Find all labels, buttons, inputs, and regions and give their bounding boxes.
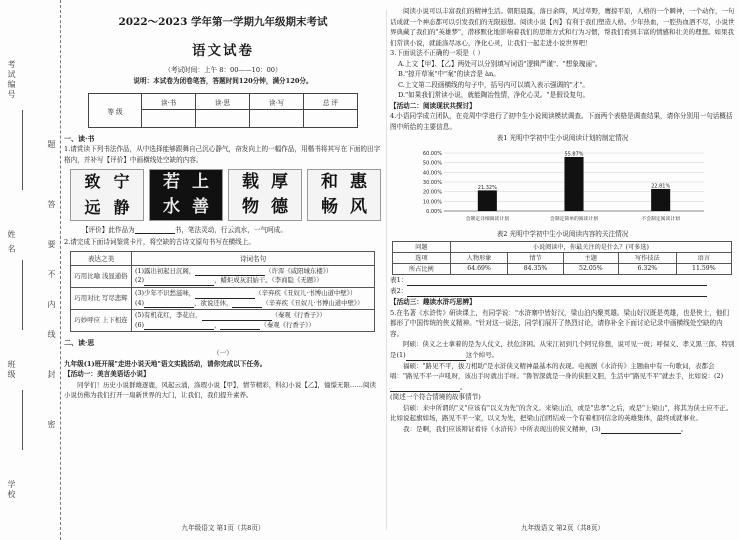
page-divider bbox=[386, 10, 387, 530]
calligraphy-char: 远 bbox=[84, 197, 101, 217]
bar bbox=[651, 189, 670, 211]
calligraphy-row bbox=[70, 169, 382, 221]
seal-char: 题 bbox=[47, 140, 56, 148]
school-label: 学校 bbox=[7, 480, 16, 500]
survey-cell: 6.32% bbox=[618, 263, 676, 274]
poem-line: (2) bbox=[135, 276, 145, 285]
exam-no-label: 考试编号 bbox=[7, 60, 16, 100]
calligraphy-char: 和 bbox=[321, 171, 338, 192]
calligraphy-work-4 bbox=[307, 169, 381, 221]
score-table bbox=[88, 93, 358, 128]
poem-card-table bbox=[70, 251, 375, 333]
exam-year-title: 2022～2023 学年第一学期九年级期末考试 bbox=[118, 16, 328, 28]
calligraphy-char: 惠 bbox=[350, 171, 367, 192]
poem-blank-5[interactable] bbox=[202, 313, 272, 321]
right-page bbox=[390, 0, 735, 540]
survey-cell: 主题 bbox=[563, 252, 618, 263]
calligraphy-char: 宁 bbox=[113, 172, 130, 192]
score-header-reading: 读·书 bbox=[142, 94, 196, 110]
poem-source: （许浑《咸阳城东楼》） bbox=[265, 266, 333, 275]
y-tick-label: 20.00% bbox=[422, 189, 442, 196]
poem-row-label: 巧妙呼应 上下相连 bbox=[71, 310, 132, 332]
score-header-grade: 等 级 bbox=[89, 94, 142, 128]
discussion-text: 这个绰号。 bbox=[465, 350, 499, 359]
chart-caption-1: 表1 光明中学初中生小说阅读计划的制定情况 bbox=[496, 134, 629, 143]
score-cell[interactable] bbox=[142, 110, 196, 128]
bar-value-label: 22.81% bbox=[651, 183, 671, 190]
category-label: 不会制定阅读计划 bbox=[641, 216, 680, 222]
calligraphy-char: 畅 bbox=[321, 197, 338, 218]
poem-col-lines: 诗词名句 bbox=[132, 251, 375, 265]
exam-time: （考试时间：上午 8：00——10：00） bbox=[164, 66, 282, 74]
score-cell[interactable] bbox=[196, 110, 250, 128]
poem-row-lines bbox=[132, 265, 375, 287]
name-label: 姓 名 bbox=[7, 230, 16, 255]
bar bbox=[478, 190, 497, 211]
activity-1-paragraph: 同学们！历史小说群雄逐鹿，风起云涌，涤瑕小说【甲】，情节精彩，科幻小说【乙】，憧憬无限……阅读小说仿佛为我们打开一扇新世界的大门，让我们，我们提升素养。 bbox=[64, 380, 376, 400]
seal-char: 密 bbox=[47, 420, 56, 428]
chart-caption-2: 表2 光明中学初中生小说阅读内容的关注情况 bbox=[496, 229, 629, 238]
seal-char: 答 bbox=[47, 200, 56, 208]
y-tick-label: 30.00% bbox=[422, 179, 442, 186]
right-page-footer: 九年级语文 第2页（共8页） bbox=[520, 524, 605, 532]
activity-2-heading: 【活动二：阅读现状共探讨】 bbox=[390, 101, 476, 110]
table2-answer-blank[interactable] bbox=[407, 289, 707, 297]
subject-title: 语文试卷 bbox=[192, 43, 254, 59]
survey-cell: 84.35% bbox=[508, 263, 563, 274]
poem-line: ， bbox=[214, 320, 221, 329]
poem-row-label: 巧用对比 写尽悲辉 bbox=[71, 287, 132, 309]
left-page-footer: 九年级语文 第1页（共8页） bbox=[181, 524, 265, 532]
calligraphy-work-2 bbox=[149, 169, 223, 221]
poem-col-beauty: 表达之美 bbox=[71, 251, 132, 265]
bar-value-label: 55.87% bbox=[564, 151, 584, 158]
category-label: 会制定详细阅读计划 bbox=[465, 216, 509, 222]
poem-line: (1)露出初起日沉阁， bbox=[135, 266, 196, 275]
score-header-total: 总 评 bbox=[304, 94, 358, 110]
seal-char: 封 bbox=[47, 370, 56, 378]
table2-label: 表2： bbox=[390, 287, 408, 296]
survey-cell: 语言 bbox=[676, 252, 731, 263]
y-tick-label: 60.00% bbox=[422, 150, 442, 157]
poem-line: (5)有机花红，李花白， bbox=[135, 311, 202, 320]
score-cell[interactable] bbox=[304, 110, 358, 128]
reading-plan-bar-chart bbox=[410, 147, 710, 225]
poem-blank-4b[interactable] bbox=[232, 300, 262, 308]
seal-char: 线 bbox=[47, 330, 56, 338]
activity-1-heading: 【活动一：美言美语话小说】 bbox=[64, 370, 150, 379]
category-label: 会制定简单的阅读计划 bbox=[550, 216, 598, 222]
question-4: 4.小语同学成立团队，在竞周中学进行了初中生小说阅读模状调查。下面两个表格是调查结果，请你分别用一句话概括图中所给的主要信息。 bbox=[390, 112, 733, 131]
discussion-text: 福硕："路见不平，拔刀相助"是水浒侠义精神最基本的表现。电视剧《水浒传》主题曲中有一句歌词，表都会唱："路见不平一声吼呀，该出手时就出手呀。"鲁智深就是一身的侠胆义胆，生活中"路见不平"就去手，比如说：(2) bbox=[390, 361, 724, 381]
score-header-writing: 读·写 bbox=[250, 94, 304, 110]
calligraphy-char: 厚 bbox=[271, 171, 288, 192]
poem-line: ，蜡炬成灰泪始干。（李商隐《无题》） bbox=[214, 276, 323, 285]
poem-blank-2[interactable] bbox=[144, 278, 214, 286]
discussion-text: 。 bbox=[460, 382, 467, 391]
q3-option-d: D."如果我们常读小说，就能陶冶性情，净化心灵。"是假设复句。 bbox=[398, 91, 590, 100]
discussion-xin: 信硕：来中所谓的"义"应该有"以义为先"的含义。来梁山泊，或是"忠孝"之后，或是"上梁山"，将其为侠士应不正。比如说起旗如场，路见不平一家，以义为先，把梁山泊团结成一个有着相同信念的英雄集体，最终成就事业。 bbox=[390, 403, 733, 423]
seal-char: 要 bbox=[47, 240, 56, 248]
poem-row-lines bbox=[132, 310, 375, 332]
answer-blank-3[interactable] bbox=[601, 426, 681, 434]
calligraphy-char: 德 bbox=[271, 197, 288, 218]
y-tick-label: 0.00% bbox=[426, 208, 442, 215]
survey-cell: 情节 bbox=[508, 252, 563, 263]
poem-blank-6b[interactable] bbox=[220, 322, 260, 330]
calligraphy-char: 载 bbox=[242, 171, 259, 192]
exam-no-line bbox=[22, 110, 23, 190]
discussion-text: 阿硕：侠义之士拿着的是为人仗义，扶危济困。从宋江初到几个阿兄你想，说可见一斑；呼保义、孝义黑三郎，特别是(1) bbox=[390, 340, 735, 359]
survey-header-prompt: 小说阅读中，你最关注的是什么？(可多选) bbox=[450, 241, 731, 252]
poem-line: (4) bbox=[135, 298, 145, 307]
calligraphy-char: 静 bbox=[113, 197, 130, 217]
q3-option-c: C.上文第二段画横线的句子中，括号内可以填入表示强调的"才"。 bbox=[398, 80, 590, 89]
part-one-heading: （一） bbox=[213, 349, 233, 358]
table1-answer-blank[interactable] bbox=[407, 278, 707, 286]
poem-row-label: 巧用比喻 浅显通俗 bbox=[71, 265, 132, 287]
review-prefix: 【评价】此作品为 bbox=[82, 226, 135, 235]
poem-blank-6[interactable] bbox=[144, 322, 214, 330]
answer-blank-1[interactable] bbox=[406, 353, 466, 361]
class-label: 班级 bbox=[7, 360, 16, 380]
reading-paragraph: 阅读小说可以丰富我们的精神生活。朝阳晨露，落日余晖，风过草野，鹰掠平原，人格的一个瞬神，一个动作，一句话成就一个神态都可以引发我们的无限遐想。阅读小说【丙】有利于我们塑造人格。少年热血，一腔热血洒不尽，小说世界典藏了我们的"英雄梦"，潜移默化地影响着我们的思维方式和行为习惯，帮我们看到丰富的情感和壮美的理想。如果我们常读小说，就能涤尽冰心，净化心灵，让我们一起走进小说世界吧！ bbox=[390, 7, 735, 47]
review-answer-blank[interactable] bbox=[135, 226, 175, 234]
survey-cell: 64.69% bbox=[450, 263, 508, 274]
answer-blank-2[interactable] bbox=[390, 384, 460, 392]
poem-source: （秦观《行香子》） bbox=[260, 320, 315, 329]
y-tick-label: 50.00% bbox=[422, 160, 442, 167]
survey-cell: 选项 bbox=[393, 252, 451, 263]
survey-cell: 写作技法 bbox=[618, 252, 676, 263]
survey-cell: 52.05% bbox=[563, 263, 618, 274]
table-summary-lines bbox=[390, 275, 735, 297]
poem-line: (3)少年不识愁滋味， bbox=[135, 288, 196, 297]
q3-option-b: B."掠开草案"中"案"的读音是 àn。 bbox=[398, 70, 500, 79]
left-page bbox=[64, 0, 382, 540]
survey-header-question: 问题 bbox=[393, 241, 451, 252]
review-suffix: 书，笔法灵动，行云流水，一气呵成。 bbox=[174, 226, 287, 235]
binding-margin bbox=[0, 0, 61, 540]
survey-table bbox=[392, 241, 732, 275]
poem-line: ，欲说还休， bbox=[194, 298, 233, 307]
review-line bbox=[82, 224, 382, 234]
score-cell[interactable] bbox=[250, 110, 304, 128]
calligraphy-char: 物 bbox=[242, 197, 259, 218]
question-2: 2.请完成下面诗词鉴赏卡片，将空缺的古诗文原句书写在横线上。 bbox=[64, 238, 255, 247]
calligraphy-char: 若 bbox=[163, 171, 180, 192]
bar bbox=[564, 157, 583, 211]
poem-blank-3[interactable] bbox=[195, 291, 255, 299]
survey-cell: 11.59% bbox=[676, 263, 731, 274]
class-line bbox=[22, 390, 23, 450]
calligraphy-char: 风 bbox=[350, 197, 367, 218]
y-tick-label: 40.00% bbox=[422, 169, 442, 176]
question-1: 1.请赏读下列书法作品，从中选择能够跟舞自己沉心静气，奋发向上的一幅作品，用楷书将其写在下面的田字格内，并补写【评价】中画横线处空缺的内容。 bbox=[64, 145, 381, 164]
discussion-wo bbox=[390, 424, 735, 435]
table1-label: 表1： bbox=[390, 275, 408, 284]
y-tick-label: 10.00% bbox=[422, 198, 442, 205]
bar-value-label: 21.32% bbox=[477, 184, 497, 191]
discussion-text: 。 bbox=[680, 424, 688, 433]
calligraphy-char: 水 bbox=[163, 197, 180, 218]
poem-blank-4[interactable] bbox=[144, 300, 194, 308]
poem-row-lines bbox=[132, 287, 375, 309]
exam-note: 说明：本试卷为闭卷笔答，答题时间120分钟，满分120分。 bbox=[133, 76, 313, 85]
discussion-hint: (简述一个符合情境的故事情节) bbox=[390, 393, 481, 402]
seal-char: 不 bbox=[47, 270, 56, 278]
discussion-text: 我：是啊，我们应该辩证看待《水浒传》中所表现出的侠义精神，(3) bbox=[403, 424, 601, 433]
activity-3-heading: 【活动三：趣读水浒巧思辨】 bbox=[390, 298, 476, 307]
name-line bbox=[22, 260, 23, 330]
calligraphy-work-3 bbox=[228, 169, 302, 221]
survey-cell: 人物形象 bbox=[450, 252, 508, 263]
score-header-thinking: 读·思 bbox=[196, 94, 250, 110]
exam-info bbox=[64, 65, 382, 86]
section-reading-books: 一、读·书 bbox=[64, 134, 95, 144]
discussion-fu bbox=[390, 361, 735, 393]
calligraphy-work-1 bbox=[70, 169, 144, 221]
q3-option-a: A.上文【甲】、【乙】两处可以分别填写词语"逻辑严谨"、"想象瑰丽"。 bbox=[398, 59, 602, 68]
poem-line: (6) bbox=[135, 320, 145, 329]
poem-source: （秦观《行香子》） bbox=[271, 311, 326, 320]
task-intro: 九年级(1)班开展"走进小说天地"语文实践活动，请你完成以下任务。 bbox=[64, 359, 267, 368]
calligraphy-char: 善 bbox=[192, 197, 209, 218]
question-3: 3.下面说法不正确的一项是（ ） bbox=[390, 49, 485, 58]
section-reading-thinking: 二、读·思 bbox=[64, 338, 95, 348]
calligraphy-char: 上 bbox=[192, 171, 209, 192]
poem-source: （辛弃疾《丑奴儿·书博山道中壁》） bbox=[262, 298, 364, 307]
survey-cell: 所占比例 bbox=[393, 263, 451, 274]
discussion-tongyu bbox=[390, 339, 735, 360]
seal-char: 内 bbox=[47, 300, 56, 308]
poem-source: （辛弃疾《丑奴儿·书博山道中壁》） bbox=[255, 288, 357, 297]
question-5: 5.在名著《水浒传》研读课上，有同学说："水浒寨中皆好汉，梁山泊内聚英雄。梁山好汉既是英雄，也是侠士，他们都形了中国传统的侠义精神。"针对这一说法，同学们展开了热烈讨论，请你补全下面讨论记录中画横线处空缺的内容。 bbox=[390, 308, 730, 338]
calligraphy-char: 致 bbox=[84, 172, 101, 192]
